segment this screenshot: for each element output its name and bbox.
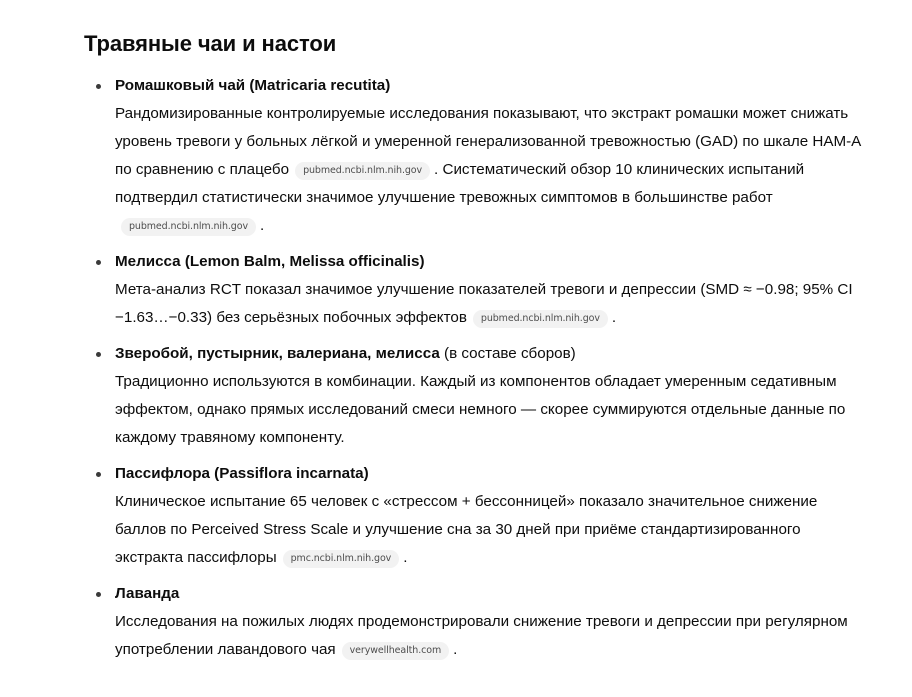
herbal-list: [84, 72, 864, 664]
source-citation-link[interactable]: pubmed.ncbi.nlm.nih.gov: [295, 162, 430, 180]
item-text: .: [611, 309, 617, 326]
item-title: Мелисса (Lemon Balm, Melissa officinalis): [115, 253, 425, 270]
item-title: Ромашковый чай (Matricaria recutita): [115, 77, 391, 94]
item-title: Лаванда: [115, 585, 180, 602]
item-text: .: [453, 641, 458, 658]
section-heading: Травяные чаи и настои: [84, 31, 337, 56]
item-description: [115, 276, 864, 332]
item-text: Исследования на пожилых людях продемонстрировали снижение тревоги и депрессии при регулярном употреблении лавандового чая: [115, 613, 848, 658]
article-section: [84, 28, 864, 672]
source-citation-link[interactable]: verywellhealth.com: [342, 642, 449, 660]
list-item-lemon-balm: [84, 248, 864, 332]
item-text: .: [403, 549, 408, 566]
item-text: Традиционно используются в комбинации. Каждый из компонентов обладает умеренным седативным эффектом, однако прямых исследований смеси немного — скорее суммируются отдельные данные по каждому травяному компоненту.: [115, 373, 846, 446]
item-text: Клиническое испытание 65 человек с «стрессом + бессонницей» показало значительное снижение баллов по Perceived Stress Scale и улучшение сна за 30 дней при приёме стандартизированного экстракта пассифлоры: [115, 493, 818, 566]
item-description: [115, 488, 864, 572]
list-item-herbal-blend: [84, 340, 864, 452]
source-citation-link[interactable]: pubmed.ncbi.nlm.nih.gov: [121, 218, 256, 236]
item-text: .: [259, 217, 265, 234]
item-title-suffix: (в составе сборов): [439, 345, 576, 362]
item-title: Пассифлора (Passiflora incarnata): [115, 465, 369, 482]
item-description: [115, 608, 864, 664]
list-item-chamomile: [84, 72, 864, 240]
item-text: Рандомизированные контролируемые исследования показывают, что экстракт ромашки может снижать уровень тревоги у больных лёгкой и умеренной генерализованной тревожностью (GAD) по шкале HAM-A по сравнению с плацебо: [115, 105, 861, 178]
source-citation-link[interactable]: pubmed.ncbi.nlm.nih.gov: [473, 310, 608, 328]
item-text: . Систематический обзор 10 клинических испытаний подтвердил статистически значимое улучшение тревожных симптомов в большинстве работ: [115, 161, 805, 206]
list-item-lavender: [84, 580, 864, 664]
item-description: [115, 368, 864, 452]
source-citation-link[interactable]: pmc.ncbi.nlm.nih.gov: [283, 550, 400, 568]
list-item-passionflower: [84, 460, 864, 572]
item-text: Мета-анализ RCT показал значимое улучшение показателей тревоги и депрессии (SMD ≈ −0.98; 95% CI −1.63…−0.33) без серьёзных побочных эффектов: [115, 281, 853, 326]
item-description: [115, 100, 864, 240]
item-title: Зверобой, пустырник, валериана, мелисса: [115, 345, 440, 362]
